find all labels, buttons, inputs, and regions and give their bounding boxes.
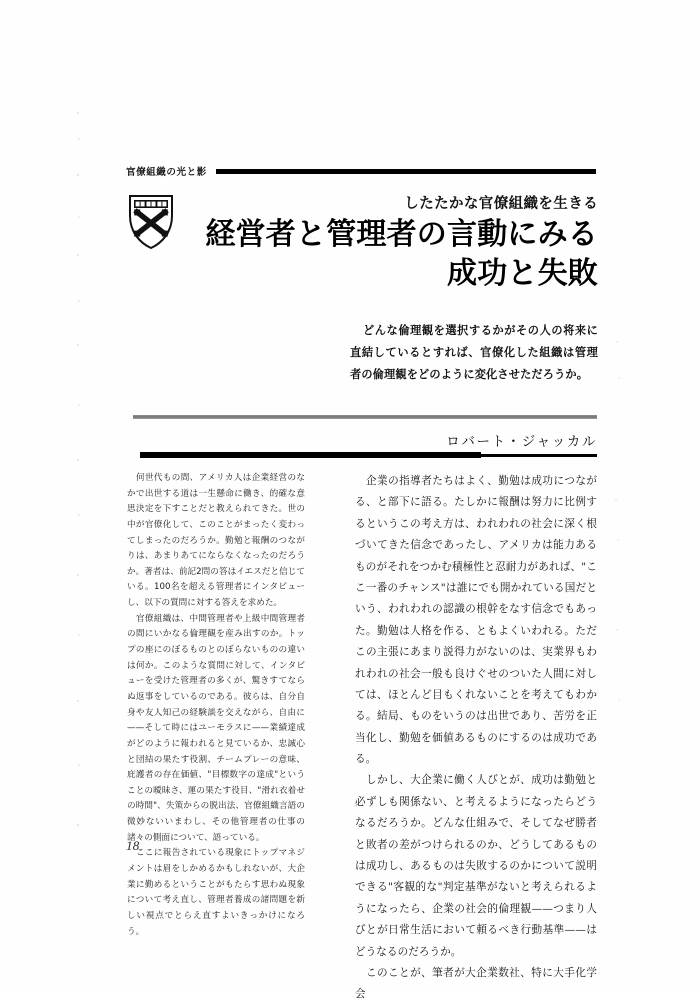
article-byline: ロバート・ジャッカル [446, 434, 597, 450]
article-kicker: したたかな官僚組織を生きる [404, 196, 598, 212]
running-head-rule [216, 169, 596, 174]
scan-artifact-left [76, 105, 82, 865]
running-head [126, 163, 596, 179]
article-standfirst: どんな倫理観を選択するかがその人の将来に直結しているとすれば、官僚化した組織は管理者の倫理観をどのように変化させただろうか。 [350, 324, 598, 381]
body-paragraph: 官僚組織は、中間管理者や上級中間管理者の間にいかなる倫理観を産み出すのか。トップの座にのぼるものとのぼらないものの違いは何か。このような質問に対して、インタビューを受けた管理者の多くが、驚きすてならぬ返事をしているのである。彼らは、自分自身や友人知己の経験談を交えながら、自由に——そして時にはユーモラスに——業績達成がどのように報われると見ているか、忠誠心と団結の果たす役割、チームプレーの意味、庇護者の存在価値、"目標数字の達成"ということの曖昧さ、運の果たす役目、"滑れ衣着せの時間"、失策からの脱出法、官僚組織言語の微妙ないいまわし、その他管理者の仕事の諸々の側面について、語っている。 [127, 613, 305, 843]
title-block [190, 196, 598, 293]
article-headline-line-2: 成功と失敗 [447, 255, 598, 291]
harvard-business-school-shield-icon [128, 194, 174, 250]
rule-below-byline-thin [481, 454, 597, 457]
scan-artifact-right [614, 330, 622, 750]
body-paragraph: 何世代もの間、アメリカ人は企業経営のなかで出世する道は一生懸命に働き、的確な意思決定を下すことだと教えられてきた。世の中が官僚化して、このことがまったく変わってしまったのだろうか。勤勉と報酬のつながりは、あまりあてにならなくなったのだろうか。著者は、前記2問の答はイエスだと信じている。100名を超える管理者にインタビューし、以下の質問に対する答えを求めた。 [127, 473, 305, 609]
body-paragraph: しかし、大企業に働く人びとが、成功は勤勉と必ずしも関係ない、と考えるようになったらどうなるだろうか。どんな仕組みで、そしてなぜ勝者と敗者の差がつけられるのか、どうしてあるものは成功し、あるものは失敗するのかについて説明できる"客観的な"判定基準がないと考えられるようになったら、企業の社会的倫理観——つまり人びとが日常生活において頼るべき行動基準——はどうなるのだろうか。 [355, 774, 597, 958]
body-paragraph: 企業の指導者たちはよく、勤勉は成功につながる、と部下に語る。たしかに報酬は努力に比例するというこの考え方は、われわれの社会に深く根づいてきた信念であったし、アメリカは能力あるものがそれをつかむ積極性と忍耐力があれば、"ここ一番のチャンス"は誰にでも開かれている国だという、われわれの認識の根幹をなす信念でもあった。勤勉は人格を作る、ともよくいわれる。ただこの主張にあまり説得力がないのは、実業界もわれわれの社会一般も良けぐせのついた人間に対しては、ほとんど目もくれないことを考えてもわかる。結局、ものをいうのは出世であり、苦労を正当化し、勤勉を価値あるものにするのは成功である。 [355, 475, 597, 766]
page-number: 18 [126, 838, 140, 853]
body-paragraph: ここに報告されている現象にトップマネジメントは眉をしかめるかもしれないが、大企業に勤めるということがもたらす思わぬ現象について考え直し、管理者養成の諸問題を新しい視点でとらえ直すよいきっかけになろう。 [127, 848, 305, 937]
rule-above-byline [133, 415, 597, 419]
article-headline-line-1: 経営者と管理者の言動にみる [205, 217, 598, 253]
body-column-right [355, 471, 597, 1001]
running-head-label: 官僚組織の光と影 [126, 167, 207, 178]
body-paragraph: このことが、筆者が大企業数社、特に大手化学会 [355, 966, 597, 1001]
rule-below-byline-thick [140, 452, 481, 458]
